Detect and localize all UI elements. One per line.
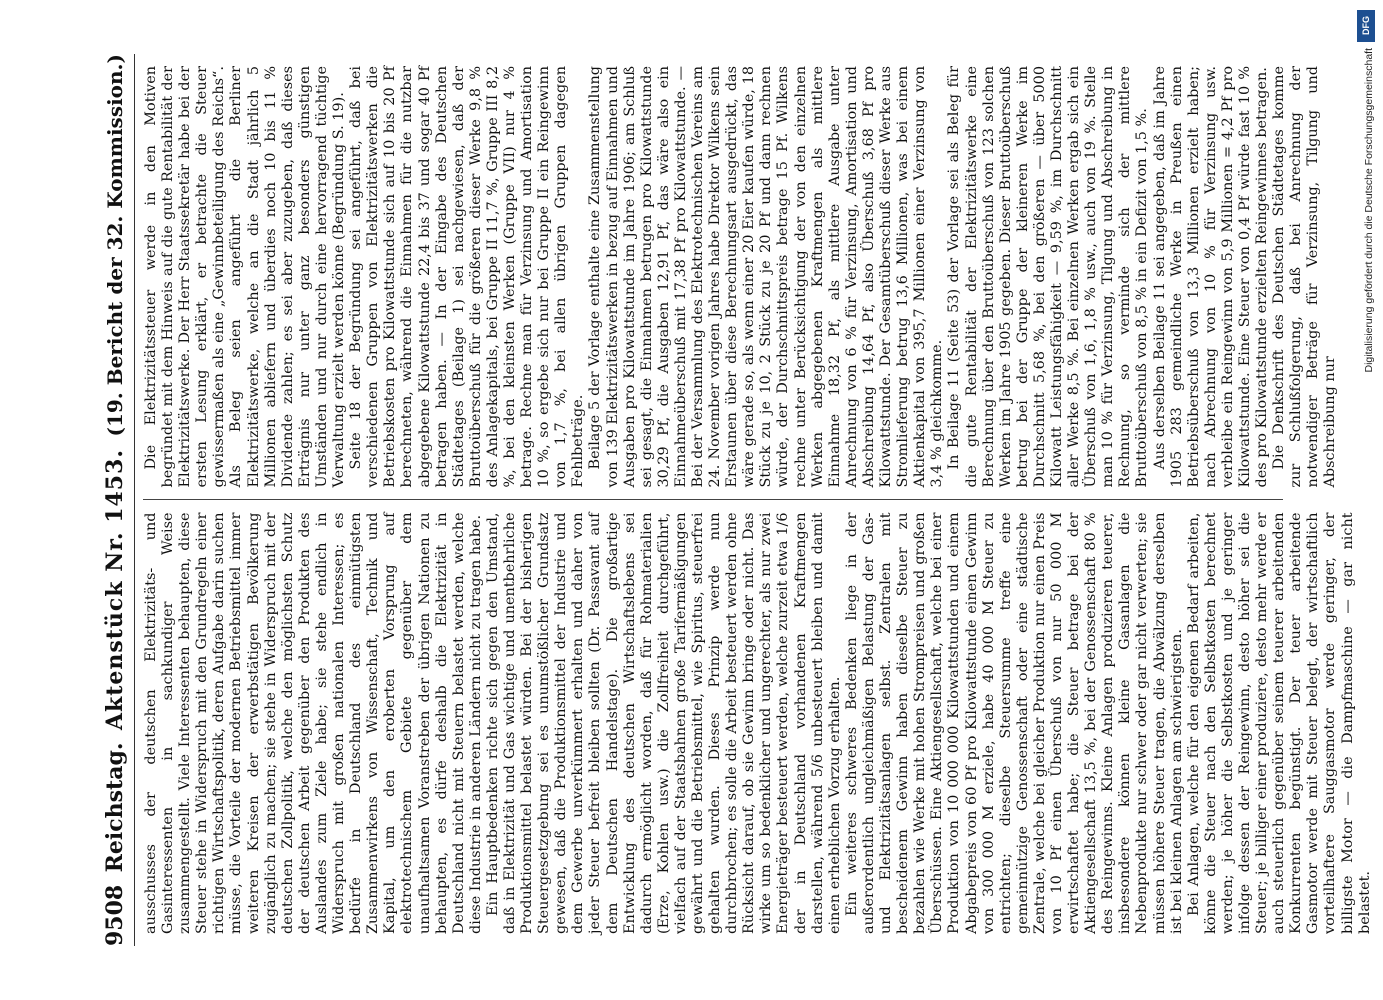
digitization-credit [1355,10,1377,990]
page-number: 9508 [102,884,128,946]
paragraph: Bei Anlagen, welche für den eigenen Bedarf arbeiten, könne die Steuer nach den Selbstkosten berechnet werden; je höher die Selbstkosten und je geringer infolge dessen der Reingewinn, desto höher sei die Steuer; je billiger einer produziere, desto mehr werde er auch steuerlich gegenüber seinem teuerer arbeitenden Konkurrenten begünstigt. Der teuer arbeitende Gasmotor werde mit Steuer belegt, der wirtschaftlich vorteilhaftere Sauggasmotor werde geringer, der billigste Motor — die Dampfmaschine — gar nicht belastet. [1185,512,1373,934]
column-right [143,54,1339,501]
session-title: Reichstag. [102,742,128,873]
paragraph: In Beilage 11 (Seite 53) der Vorlage sei als Beleg für die gute Rentabilität der Elektrizitätswerke eine Berechnung über den Bruttoüberschuß von 123 solchen Werken im Jahre 1905 gegeben. Dieser Bruttoüberschuß betrug bei der Gruppe der kleineren Werke im Durchschnitt 5,68 %, bei den größeren — über 5000 Kilowatt Leistungsfähigkeit — 9,59 %, im Durchschnitt aller Werke 8,5 %. Bei einzelnen Werken ergab sich ein Überschuß von 1,6, 1,8 % usw., auch von 19 %. Stelle man 10 % für Verzinsung, Tilgung und Abschreibung in Rechnung, so verminde sich der mittlere Bruttoüberschuß von 8,5 % in ein Defizit von 1,5 %. [946,66,1151,488]
paragraph: Aus derselben Beilage 11 sei angegeben, daß im Jahre 1905 283 gemeindliche Werke in Preußen einen Betriebsüberschuß von 13,3 Millionen erzielt haben; nach Abrechnung von 10 % für Verzinsung usw. verbleibe ein Reingewinn von 5,9 Millionen = 4,2 Pf pro Kilowattstunde. Eine Steuer von 0,4 Pf würde fast 10 % des pro Kilowattstunde erzielten Reingewinnes betragen. [1151,66,1271,488]
paragraph: Die Elektrizitätssteuer werde in den Motiven begründet mit dem Hinweis auf die gute Rentabilität der Elektrizitätswerke. Der Herr Staatssekretär habe bei der ersten Lesung erklärt, er betrachte die Steuer gewissermaßen als eine „Gewinnbeteiligung des Reichs“. Als Beleg seien angeführt die Berliner Elektrizitätswerke, welche an die Stadt jährlich 5 Millionen abliefern und überdies noch 10 bis 11 % Dividende zahlen; es sei aber zuzugeben, daß dieses Erträgnis nur unter ganz besonders günstigen Umständen und nur durch eine hervorragend tüchtige Verwaltung erzielt werden könne (Begründung S. 19). [143,66,348,488]
paragraph: Seite 18 der Begründung sei angeführt, daß bei verschiedenen Gruppen von Elektrizitätswerken die Betriebskosten pro Kilowattstunde sich auf 10 bis 20 Pf berechneten, während die Einnahmen für die nutzbar abgegebene Kilowattstunde 22,4 bis 37 und sogar 40 Pf betragen haben. — In der Eingabe des Deutschen Städtetages (Beilage 1) sei nachgewiesen, daß der Bruttoüberschuß für die größeren dieser Werke 9,8 % des Anlagekapitals, bei Gruppe II 11,7 %, Gruppe III 8,2 %, bei den kleinsten Werken (Gruppe VII) nur 4 % betrage. Rechne man für Verzinsung und Amortisation 10 %, so ergebe sich nur bei Gruppe II ein Reingewinn von 1,7 %, bei allen übrigen Gruppen dagegen Fehlbeträge. [348,66,587,488]
paragraph: Ein weiteres schweres Bedenken liege in der außerordentlich ungleichmäßigen Belastung der Gas- und Elektrizitätsanlagen selbst. Zentralen mit bescheidenem Gewinn haben dieselbe Steuer zu bezahlen wie Werke mit hohen Strompreisen und großen Überschüssen. Eine Aktiengesellschaft, welche bei einer Produktion von 10 000 000 Kilowattstunden und einem Abgabepreis von 60 Pf pro Kilowattstunde einen Gewinn von 300 000 M erziele, habe 40 000 M Steuer zu entrichten; dieselbe Steuersumme treffe eine gemeinnützige Genossenschaft oder eine städtische Zentrale, welche bei gleicher Produktion nur einen Preis von 10 Pf einen Überschuß von nur 50 000 M erwirtschaftet habe; die Steuer betrage bei der Aktiengesellschaft 13,5 %, bei der Genossenschaft 80 % des Reingewinns. Kleine Anlagen produzieren teuerer, insbesondere können kleine Gasanlagen die Nebenprodukte nur schwer oder gar nicht verwerten; sie müssen höhere Steuer tragen, die Abwälzung derselben ist bei kleinen Anlagen am schwierigsten. [843,512,1185,934]
paragraph: ausschusses der deutschen Elektrizitäts- und Gasinteressenten in sachkundiger Weise zusammengestellt. Viele Interessenten behaupten, diese Steuer stehe in Widerspruch mit den Grundregeln einer richtigen Wirtschaftspolitik, deren Aufgabe darin suchen müsse, die Vorteile der modernen Betriebsmittel immer weiteren Kreisen der erwerbstätigen Bevölkerung zugänglich zu machen; sie stehe in Widerspruch mit der deutschen Zollpolitik, welche den möglichsten Schutz der deutschen Arbeit gegenüber den Produkten des Auslandes zum Ziele habe; sie stehe endlich in Widerspruch mit großen nationalen Interessen; es bedürfe in Deutschland des einmütigsten Zusammenwirkens von Wissenschaft, Technik und Kapital, um den eroberten Vorsprung auf elektrotechnischem Gebiete gegenüber dem unaufhaltsamen Voranstreben der übrigen Nationen zu behaupten, es dürfe deshalb die Elektrizität in Deutschland nicht mit Steuern belastet werden, welche diese Industrie in anderen Ländern nicht zu tragen habe. [143,512,484,934]
document-title: Aktenstück Nr. 1453. [102,448,128,731]
report-title: (19. Bericht der 32. Kommission.) [103,54,127,437]
paragraph: Ein Hauptbedenken richte sich gegen den Umstand, daß in Elektrizität und Gas wichtige und unentbehrliche Produktionsmittel belastet würden. Bei der bisherigen Steuergesetzgebung sei es unumstößlicher Grundsatz gewesen, daß die Produktionsmittel der Industrie und dem Gewerbe unverkümmert erhalten und daher von jeder Steuer befreit bleiben sollten (Dr. Passavant auf dem Deutschen Handelstage). Die großartige Entwicklung des deutschen Wirtschaftslebens sei dadurch ermöglicht worden, daß für Rohmaterialien (Erze, Kohlen usw.) die Zollfreiheit durchgeführt, vielfach auf der Staatsbahnen große Tarifermäßigungen gewährt und die Betriebsmittel, wie Spiritus, steuerfrei gehalten wurden. Dieses Prinzip werde nun durchbrochen; es solle die Arbeit besteuert werden ohne Rücksicht darauf, ob sie Gewinn bringe oder nicht. Das wirke um so bedenklicher und ungerechter, als nur zwei Energieträger besteuert werden, welche zurzeit etwa 1/6 der in Deutschland vorhandenen Kraftmengen darstellen, während 5/6 unbesteuert bleiben und damit einen erheblichen Vorzug erhalten. [484,512,843,934]
column-left [143,501,1373,947]
paragraph: Die Denkschrift des Deutschen Städtetages komme zur Schlußfolgerung, daß bei Anrechnung der notwendiger Beträge für Verzinsung, Tilgung und Abschreibung nur [1271,66,1339,488]
dfg-logo: DFG [1357,10,1375,42]
page-header [102,54,135,946]
paragraph: Beilage 5 der Vorlage enthalte eine Zusammenstellung von 139 Elektrizitätswerken in bezug auf Einnahmen und Ausgaben pro Kilowattstunde im Jahre 1906; am Schluß sei gesagt, die Einnahmen betrugen pro Kilowattstunde 30,29 Pf, die Ausgaben 12,91 Pf, das wäre also ein Einnahmeüberschuß mit 17,38 Pf pro Kilowattstunde. — Bei der Versammlung des Elektrotechnischen Vereins am 24. November vorigen Jahres habe Direktor Wilkens sein Erstaunen über diese Berechnungsart ausgedrückt, das wäre gerade so, als wenn einer 20 Eier kaufen würde, 18 Stück zu je 10, 2 Stück zu je 20 Pf und dann rechnen würde, der Durchschnittspreis betrage 15 Pf. Wilkens rechne unter Berücksichtigung der von den einzelnen Werken abgegebenen Kraftmengen als mittlere Einnahme 18,32 Pf, als mittlere Ausgabe unter Anrechnung von 6 % für Verzinsung, Amortisation und Abschreibung 14,64 Pf, also Überschuß 3,68 Pf pro Kilowattstunde. Der Gesamtüberschuß dieser Werke aus Stromlieferung betrug 13,6 Millionen, was bei einem Aktienkapital von 395,7 Millionen einer Verzinsung von 3,4 % gleichkomme. [587,66,946,488]
credit-text: Digitalisierung gefördert durch die Deutsche Forschungsgemeinschaft [1363,48,1375,373]
